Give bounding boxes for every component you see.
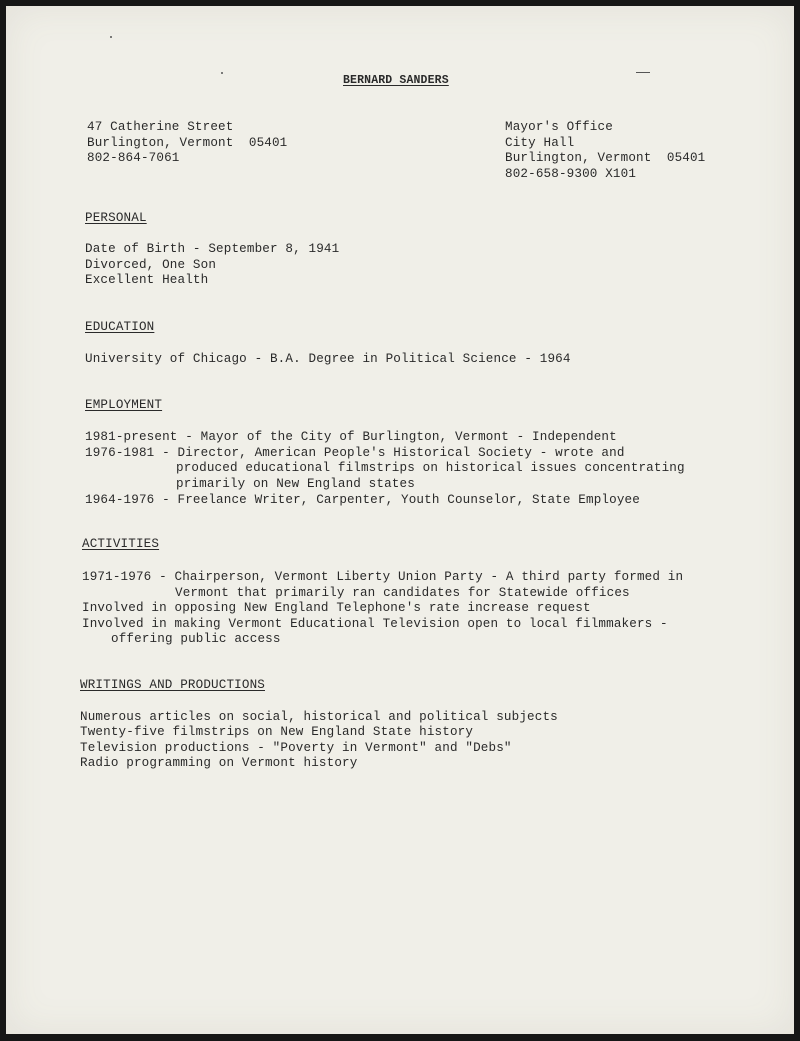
paper-speck <box>110 36 112 38</box>
activities-line: Involved in making Vermont Educational Television open to local filmmakers - <box>82 617 668 631</box>
activities-heading: ACTIVITIES <box>82 537 160 551</box>
writings-heading: WRITINGS AND PRODUCTIONS <box>80 678 265 692</box>
personal-line: Date of Birth - September 8, 1941 <box>85 242 340 256</box>
activities-line: Vermont that primarily ran candidates for Statewide offices <box>175 586 630 600</box>
personal-line: Excellent Health <box>85 273 209 287</box>
home-street: 47 Catherine Street <box>87 120 234 134</box>
home-phone: 802-864-7061 <box>87 151 180 165</box>
office-phone: 802-658-9300 X101 <box>505 167 637 181</box>
writings-line: Television productions - "Poverty in Vermont" and "Debs" <box>80 741 512 755</box>
office-name: Mayor's Office <box>505 120 613 134</box>
office-city: Burlington, Vermont 05401 <box>505 151 706 165</box>
activities-line: Involved in opposing New England Telephone's rate increase request <box>82 601 591 615</box>
writings-line: Twenty-five filmstrips on New England State history <box>80 725 474 739</box>
activities-line: offering public access <box>111 632 281 646</box>
office-building: City Hall <box>505 136 575 150</box>
writings-line: Numerous articles on social, historical and political subjects <box>80 710 558 724</box>
home-city: Burlington, Vermont 05401 <box>87 136 288 150</box>
education-line: University of Chicago - B.A. Degree in Political Science - 1964 <box>85 352 571 366</box>
employment-heading: EMPLOYMENT <box>85 398 163 412</box>
education-heading: EDUCATION <box>85 320 155 334</box>
personal-heading: PERSONAL <box>85 211 147 225</box>
activities-line: 1971-1976 - Chairperson, Vermont Liberty Union Party - A third party formed in <box>82 570 684 584</box>
employment-line: produced educational filmstrips on historical issues concentrating <box>176 461 685 475</box>
employment-line: 1976-1981 - Director, American People's Historical Society - wrote and <box>85 446 625 460</box>
employment-line: primarily on New England states <box>176 477 415 491</box>
writings-line: Radio programming on Vermont history <box>80 756 358 770</box>
personal-line: Divorced, One Son <box>85 258 217 272</box>
resume-title: BERNARD SANDERS <box>343 74 449 87</box>
employment-line: 1964-1976 - Freelance Writer, Carpenter, Youth Counselor, State Employee <box>85 493 640 507</box>
paper-speck <box>636 72 650 73</box>
paper-speck <box>221 72 223 74</box>
employment-line: 1981-present - Mayor of the City of Burlington, Vermont - Independent <box>85 430 617 444</box>
